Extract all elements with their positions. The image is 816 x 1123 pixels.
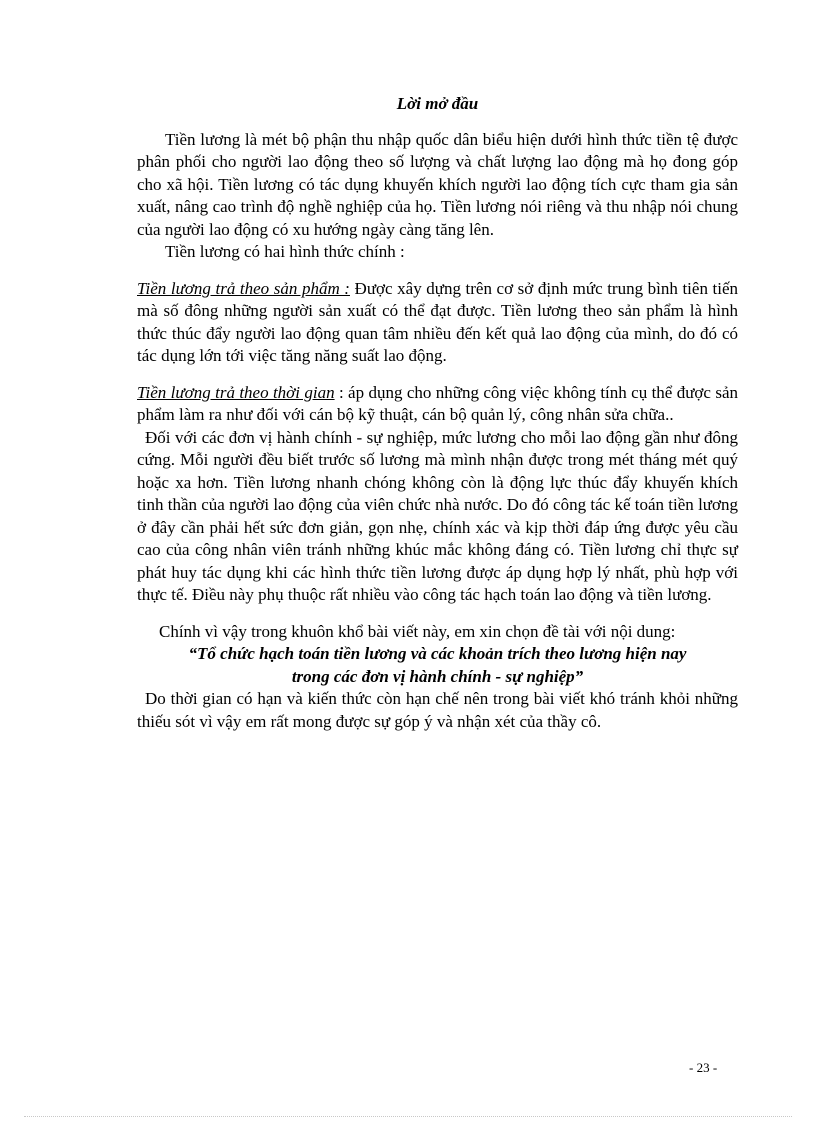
public-sector-paragraph: Đối với các đơn vị hành chính - sự nghiệp, mức lương cho mỗi lao động gần như đông cứng. Mỗi người đều biết trước số lương mà mình nhận được trong mét tháng mét quý hoặc xa hơn. Tiền lương nhanh chóng không còn là động lực thúc đẩy khuyến khích tinh thần của người lao động của viên chức nhà nước. Do đó công tác kế toán tiền lương ở đây cần phải hết sức đơn giản, gọn nhẹ, chính xác và kịp thời đáp ứng được yêu cầu cao của công nhân viên tránh những khúc mắc không đáng có. Tiền lương chỉ thực sự phát huy tác dụng khi các hình thức tiền lương được áp dụng hợp lý nhất, phù hợp với thực tế. Điều này phụ thuộc rất nhiều vào công tác hạch toán lao động và tiền lương. (137, 427, 738, 604)
page-number: - 23 - (689, 1060, 718, 1075)
time-rate-text: : áp dụng cho những công việc không tính cụ thể được sản phẩm làm ra như đối với cán bộ kỹ thuật, cán bộ quản lý, công nhân sửa chữa.. (137, 382, 738, 424)
intro-paragraph: Tiền lương là mét bộ phận thu nhập quốc dân biểu hiện dưới hình thức tiền tệ được phân phối cho người lao động theo số lượng và chất lượng lao động mà họ đong góp cho xã hội. Tiền lương có tác dụng khuyến khích người lao động tích cực tham gia sản xuất, nâng cao trình độ nghề nghiệp của họ. Tiền lương nói riêng và thu nhập nói chung của người lao động có xu hướng ngày càng tăng lên. (137, 129, 738, 239)
page-bottom-divider (24, 1116, 792, 1117)
piece-rate-paragraph (137, 278, 738, 368)
piece-rate-text: Được xây dựng trên cơ sở định mức trung bình tiên tiến mà số đông những người sản xuất có thể đạt được. Tiền lương theo sản phẩm là hình thức thúc đẩy người lao động quan tâm nhiều đến kết quả lao động của mình, do đó có tác dụng lớn tới việc tăng năng suất lao động. (137, 278, 739, 365)
topic-intro-paragraph: Chính vì vậy trong khuôn khổ bài viết này, em xin chọn đề tài với nội dung: (159, 621, 676, 641)
closing-paragraph: Do thời gian có hạn và kiến thức còn hạn chế nên trong bài viết khó tránh khỏi những thiếu sót vì vậy em rất mong được sự góp ý và nhận xét của thầy cô. (137, 689, 738, 731)
topic-title-line-1: “Tổ chức hạch toán tiền lương và các khoản trích theo lương hiện nay (188, 644, 687, 663)
document-body (137, 93, 738, 733)
forms-intro-paragraph: Tiền lương có hai hình thức chính : (165, 242, 405, 261)
time-rate-paragraph (137, 382, 738, 427)
piece-rate-term: Tiền lương trả theo sản phẩm : (137, 278, 350, 298)
time-rate-term: Tiền lương trả theo thời gian (137, 382, 335, 402)
document-title: Lời mở đầu (396, 94, 479, 113)
topic-title-line-2: trong các đơn vị hành chính - sự nghiệp” (291, 666, 584, 686)
